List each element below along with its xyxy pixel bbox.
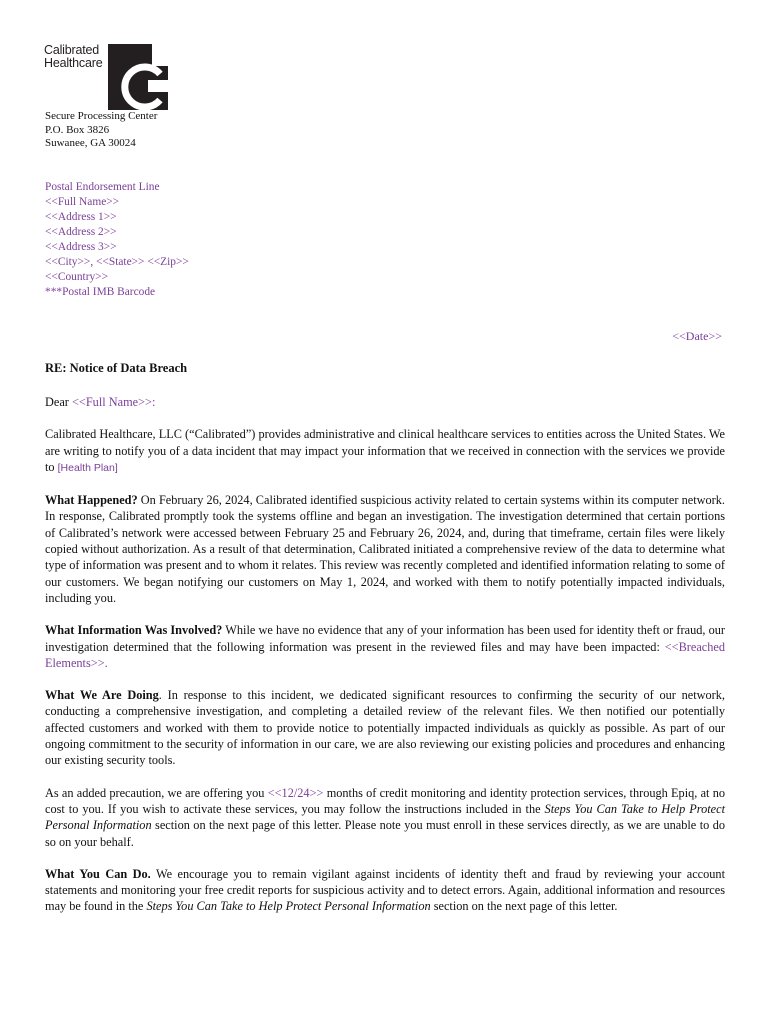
logo-mark-icon	[108, 44, 168, 110]
recipient-line: <<Address 1>>	[45, 211, 117, 223]
what-doing-text: . In response to this incident, we dedicated significant resources to confirming the security of our network, conducting a comprehensive investigation, and completing a detailed review of the relevant files. We then notified our potentially affected customers and worked with them to provide notice to potentially impacted individuals as quickly as possible. As part of our ongoing commitment to the security of information in our care, we are also reviewing our existing policies and procedures and enhancing our existing security tools.	[45, 688, 725, 768]
sender-line: Secure Processing Center	[45, 110, 158, 122]
sender-line: Suwanee, GA 30024	[45, 137, 136, 149]
recipient-line: <<Country>>	[45, 271, 109, 283]
recipient-line: <<Address 2>>	[45, 226, 117, 238]
logo-line-2: Healthcare	[44, 56, 103, 70]
letter-date: <<Date>>	[672, 329, 722, 343]
logo-wordmark	[44, 44, 102, 70]
recipient-line: <<City>>, <<State>> <<Zip>>	[45, 256, 189, 268]
salutation-prefix: Dear	[45, 395, 72, 409]
subject-line: RE: Notice of Data Breach	[45, 361, 188, 375]
company-logo	[44, 44, 168, 110]
what-happened-text: On February 26, 2024, Calibrated identified suspicious activity related to certain systems within its computer network. In response, Calibrated promptly took the systems offline and began an investigation. The investigation determined that certain portions of Calibrated’s network were accessed between February 25 and February 26, 2024, and, during that timeframe, certain files were likely copied without authorization. As a result of that determination, Calibrated initiated a comprehensive review of the data to determine what type of information was present and to whom it relates. This review was recently completed and identified information relating to some of our customers. We began notifying our customers on May 1, 2024, and worked with them to notify potentially impacted individuals, including you.	[45, 493, 726, 605]
steps-section-title: Steps You Can Take to Help Protect Personal Information	[146, 899, 431, 914]
recipient-line: Postal Endorsement Line	[45, 181, 160, 193]
what-doing-heading: What We Are Doing	[45, 688, 159, 703]
precaution-text-1: As an added precaution, we are offering you	[45, 785, 268, 800]
months-placeholder: <<12/24>>	[267, 785, 324, 800]
paragraph-what-you-can-do	[45, 866, 725, 915]
sender-line: P.O. Box 3826	[45, 123, 110, 136]
what-you-can-do-text-2: section on the next page of this letter.	[430, 899, 618, 914]
paragraph-intro	[45, 426, 725, 476]
breached-elements-placeholder: <<Breached Elements>>.	[45, 639, 725, 670]
intro-text: Calibrated Healthcare, LLC (“Calibrated”) provides administrative and clinical healthcare services to entities across the United States. We are writing to notify you of a data incident that may impact your information that we received in connection with the services we provide to	[45, 427, 725, 474]
what-info-text: While we have no evidence that any of your information has been used for identity theft or fraud, our investigation determined that the following information was present in the reviewed files and may have been impacted:	[45, 623, 725, 654]
recipient-line: <<Address 3>>	[45, 241, 117, 253]
salutation	[45, 394, 725, 410]
health-plan-placeholder: [Health Plan]	[57, 461, 118, 474]
precaution-text-3: section on the next page of this letter. Please note you must enroll in these services directly, as we are unable to do so on your behalf.	[45, 818, 725, 849]
paragraph-what-doing	[45, 687, 725, 768]
paragraph-what-happened	[45, 492, 725, 606]
what-you-can-do-text-1: We encourage you to remain vigilant against incidents of identity theft and fraud by reviewing your account statements and monitoring your free credit reports for suspicious activity and to detect errors. Again, additional information and resources may be found in the	[45, 866, 725, 914]
paragraph-precaution	[45, 785, 725, 850]
recipient-line: ***Postal IMB Barcode	[45, 286, 156, 298]
what-info-heading: What Information Was Involved?	[45, 623, 223, 638]
recipient-address	[45, 180, 189, 300]
salutation-name: <<Full Name>>:	[71, 395, 156, 409]
steps-section-title: Steps You Can Take to Help Protect Personal Information	[45, 801, 725, 833]
precaution-text-2: months of credit monitoring and identity protection services, through Epiq, at no cost to you. If you wish to activate these services, you may follow the instructions included in the	[45, 785, 725, 816]
paragraph-what-info	[45, 622, 725, 671]
logo-line-1: Calibrated	[44, 43, 99, 57]
sender-address	[45, 110, 157, 151]
what-you-can-do-heading: What You Can Do.	[45, 866, 151, 881]
letter-body	[45, 394, 725, 931]
what-happened-heading: What Happened?	[45, 493, 138, 508]
recipient-line: <<Full Name>>	[45, 196, 120, 208]
